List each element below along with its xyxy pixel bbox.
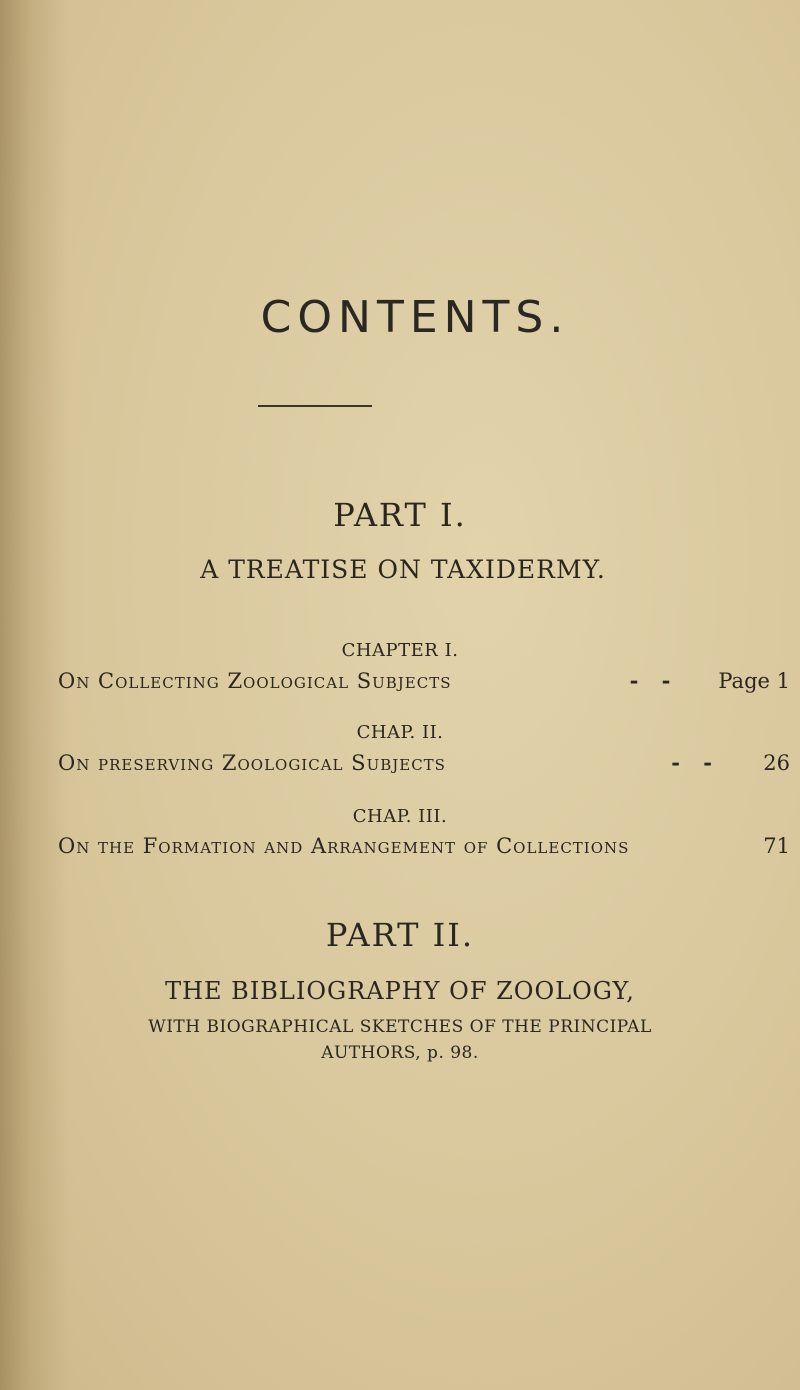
- part-2-subtitle-line-3: AUTHORS, p. 98.: [321, 1043, 479, 1063]
- part-1-subtitle: A TREATISE ON TAXIDERMY.: [200, 555, 606, 584]
- toc-page-number: Page 1: [718, 669, 790, 693]
- part-2-subtitle: THE BIBLIOGRAPHY OF ZOOLOGY,: [165, 977, 635, 1005]
- toc-entry-title: On preserving Zoological Subjects: [58, 751, 446, 775]
- part-1-heading: PART I.: [333, 496, 467, 534]
- toc-leader: - -: [629, 668, 679, 693]
- part-2-heading: PART II.: [325, 916, 475, 954]
- chapter-1-label: CHAPTER I.: [341, 640, 459, 661]
- title-rule: [258, 405, 372, 407]
- toc-page-number: 26: [763, 751, 790, 775]
- chapter-2-label: CHAP. II.: [356, 722, 444, 743]
- toc-entry-title: On Collecting Zoological Subjects: [58, 669, 452, 693]
- toc-entry-chapter-3[interactable]: [58, 834, 790, 858]
- toc-leader: - -: [671, 750, 720, 775]
- part-2-subtitle-line-2: WITH BIOGRAPHICAL SKETCHES OF THE PRINCIPAL: [148, 1017, 652, 1037]
- page-title: CONTENTS.: [260, 292, 570, 343]
- toc-entry-title: On the Formation and Arrangement of Collections: [58, 834, 630, 858]
- chapter-3-label: CHAP. III.: [352, 806, 448, 827]
- toc-entry-chapter-2[interactable]: [58, 750, 790, 775]
- toc-page-number: 71: [763, 834, 790, 858]
- toc-entry-chapter-1[interactable]: [58, 668, 790, 693]
